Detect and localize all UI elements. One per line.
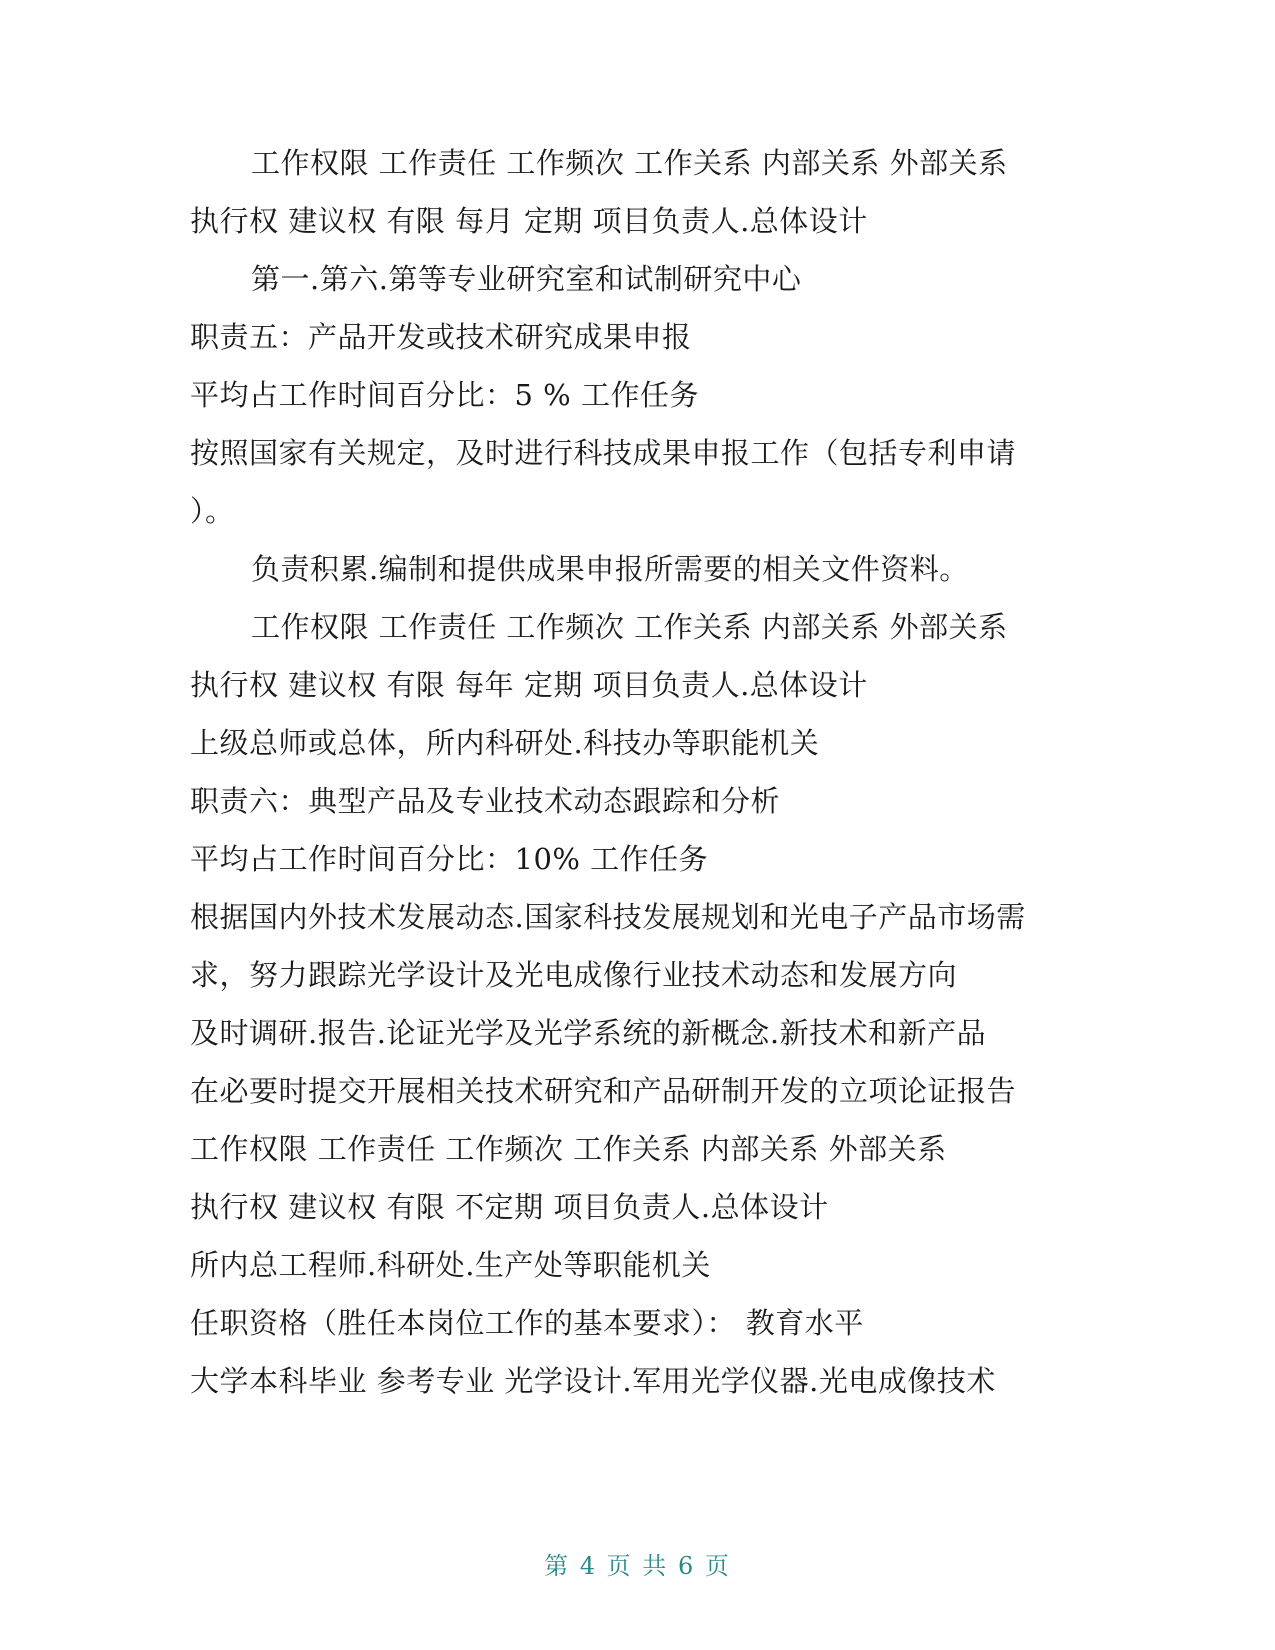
text-line: ）。 (190, 494, 235, 528)
text-line: 职责五：产品开发或技术研究成果申报 (190, 320, 692, 354)
text-line: 平均占工作时间百分比：5 % 工作任务 (190, 378, 699, 412)
text-line: 求，努力跟踪光学设计及光电成像行业技术动态和发展方向 (190, 958, 958, 992)
text-line: 职责六：典型产品及专业技术动态跟踪和分析 (190, 784, 781, 818)
text-line: 按照国家有关规定，及时进行科技成果申报工作（包括专利申请 (190, 436, 1017, 470)
text-line: 根据国内外技术发展动态.国家科技发展规划和光电子产品市场需 (190, 900, 1026, 934)
text-line: 工作权限 工作责任 工作频次 工作关系 内部关系 外部关系 (190, 1132, 947, 1166)
text-line: 负责积累.编制和提供成果申报所需要的相关文件资料。 (251, 552, 969, 586)
text-line: 执行权 建议权 有限 每年 定期 项目负责人.总体设计 (190, 668, 868, 702)
text-line: 执行权 建议权 有限 每月 定期 项目负责人.总体设计 (190, 204, 868, 238)
text-line: 平均占工作时间百分比：10% 工作任务 (190, 842, 709, 876)
text-line: 任职资格（胜任本岗位工作的基本要求）： 教育水平 (190, 1306, 864, 1340)
text-line: 执行权 建议权 有限 不定期 项目负责人.总体设计 (190, 1190, 829, 1224)
text-line: 上级总师或总体，所内科研处.科技办等职能机关 (190, 726, 820, 760)
text-line: 在必要时提交开展相关技术研究和产品研制开发的立项论证报告 (190, 1074, 1017, 1108)
text-line: 大学本科毕业 参考专业 光学设计.军用光学仪器.光电成像技术 (190, 1364, 996, 1398)
text-line: 第一.第六.第等专业研究室和试制研究中心 (251, 262, 802, 296)
text-line: 工作权限 工作责任 工作频次 工作关系 内部关系 外部关系 (251, 146, 1008, 180)
page-number-footer: 第 4 页 共 6 页 (544, 1552, 731, 1580)
text-line: 及时调研.报告.论证光学及光学系统的新概念.新技术和新产品 (190, 1016, 987, 1050)
text-line: 所内总工程师.科研处.生产处等职能机关 (190, 1248, 711, 1282)
text-line: 工作权限 工作责任 工作频次 工作关系 内部关系 外部关系 (251, 610, 1008, 644)
